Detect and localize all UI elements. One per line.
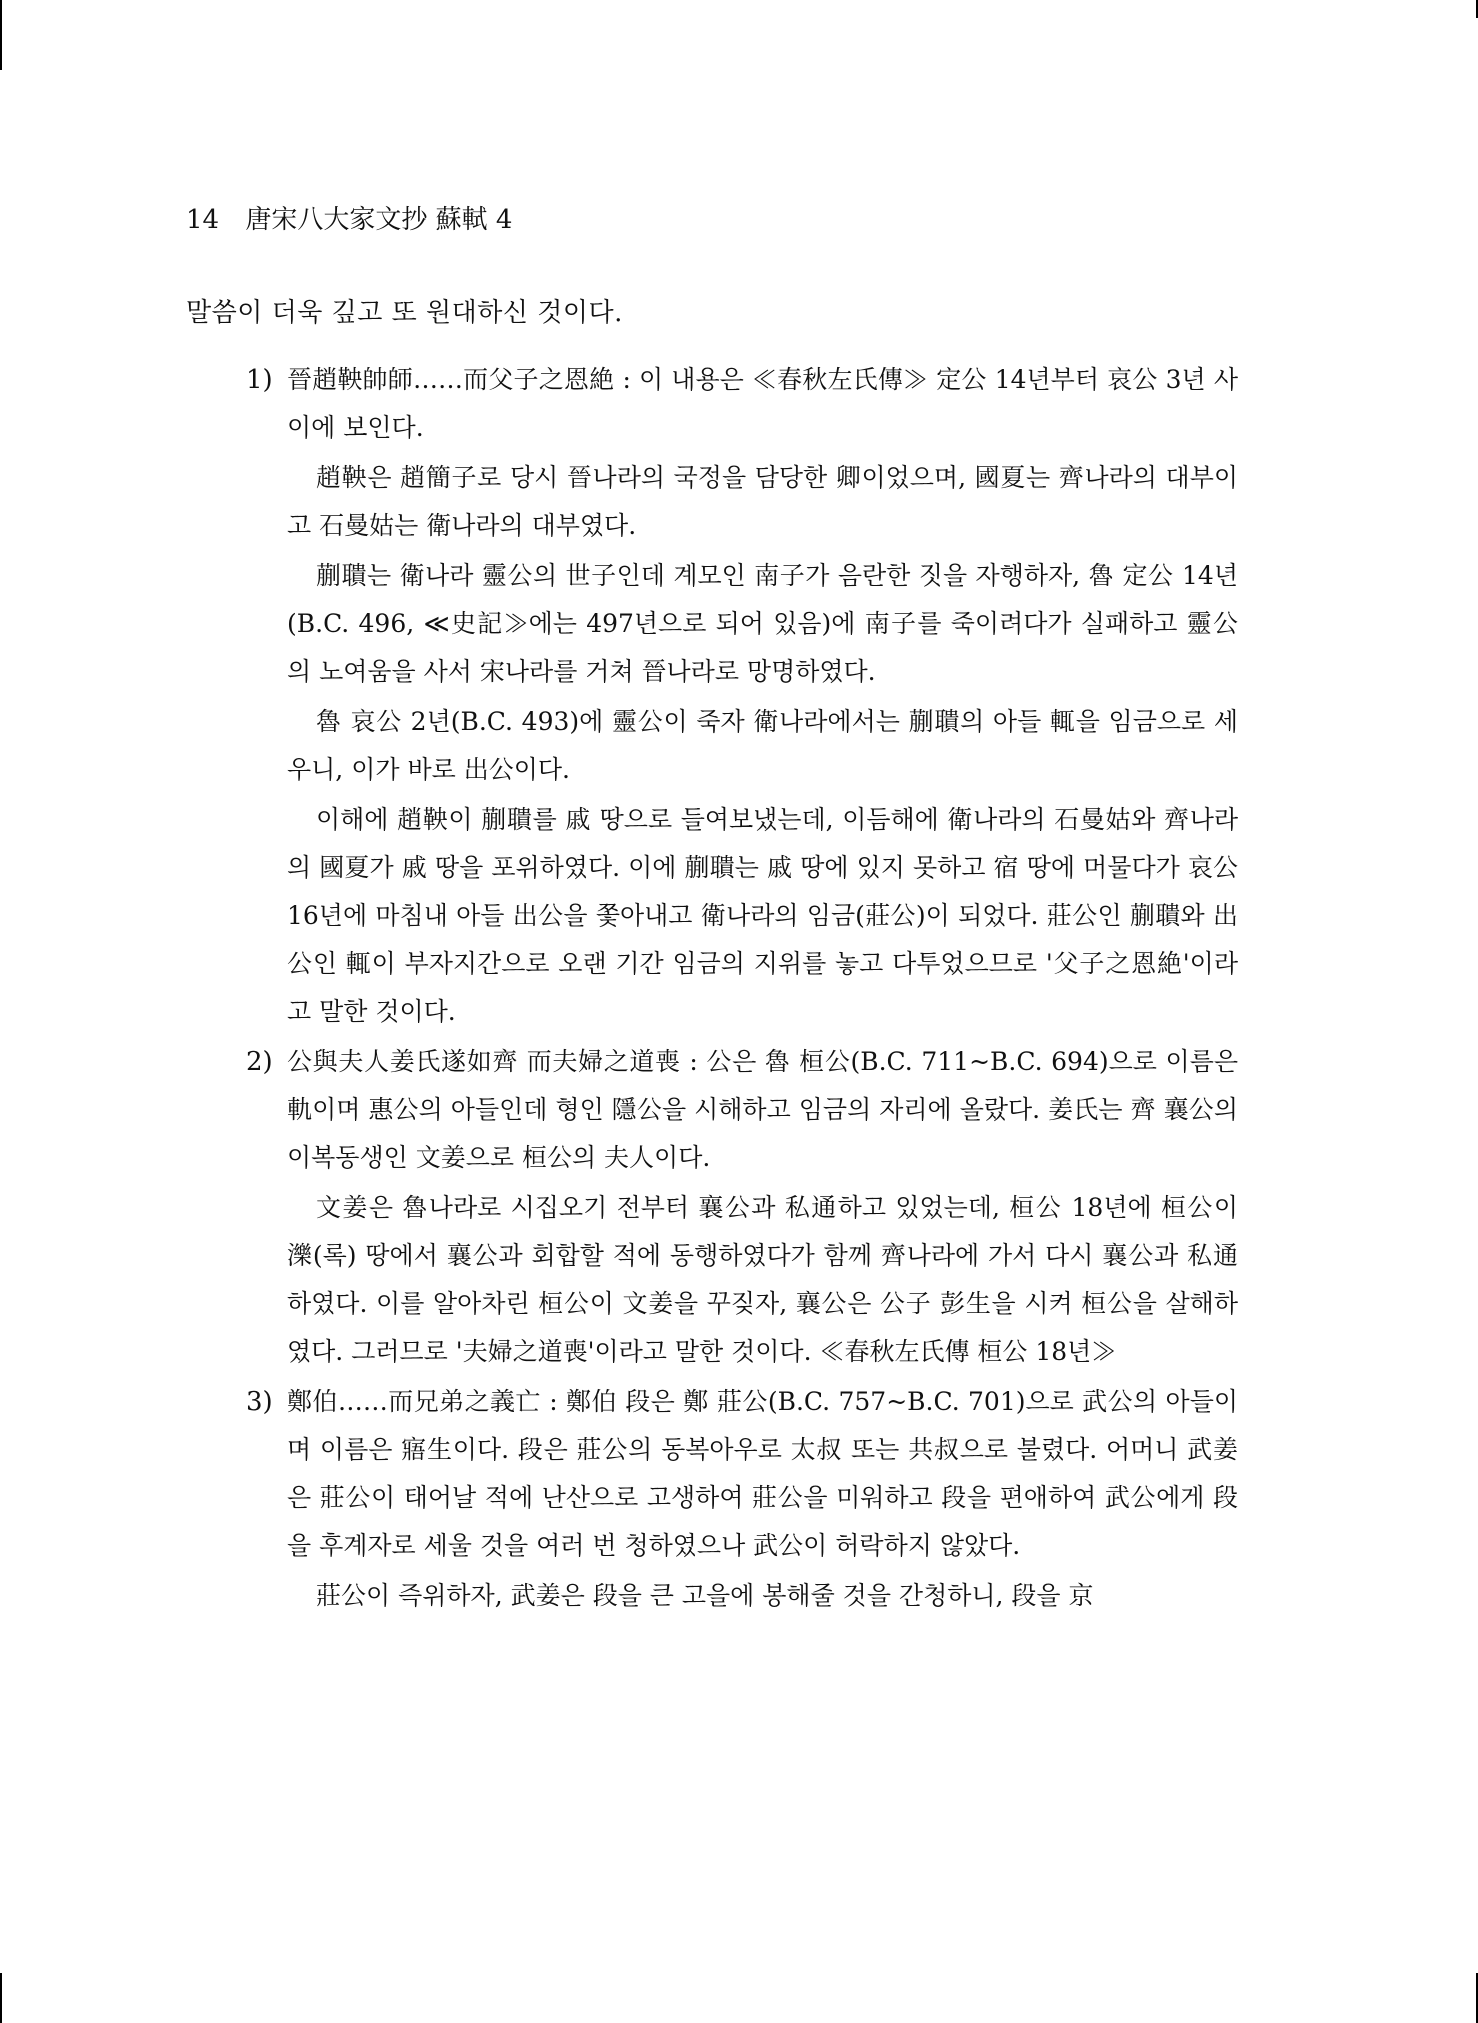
footnote-paragraph: 文姜은 魯나라로 시집오기 전부터 襄公과 私通하고 있었는데, 桓公 18년에 桓公이 濼(록) 땅에서 襄公과 회합할 적에 동행하였다가 함께 齊나라에 가서 다시 襄公과 私通하였다. 이를 알아차린 桓公이 文姜을 꾸짖자, 襄公은 公子 彭生을 시켜 桓公을 살해하였다. 그러므로 '夫婦之道喪'이라고 말한 것이다. ≪春秋左氏傳 桓公 18년≫ <box>287 1193 1238 1366</box>
footnote-2 <box>186 1038 1238 1376</box>
footnote-paragraph: 莊公이 즉위하자, 武姜은 段을 큰 고을에 봉해줄 것을 간청하니, 段을 京 <box>316 1581 1094 1610</box>
footnote-heading-paragraph: 公與夫人姜氏遂如齊 而夫婦之道喪 : 公은 魯 桓公(B.C. 711~B.C. 694)으로 이름은 軌이며 惠公의 아들인데 형인 隱公을 시해하고 임금의 자리에 올랐다. 姜氏는 齊 襄公의 이복동생인 文姜으로 桓公의 夫人이다. <box>287 1047 1238 1172</box>
footnote-heading-paragraph: 晉趙鞅帥師……而父子之恩絶 : 이 내용은 ≪春秋左氏傳≫ 定公 14년부터 哀公 3년 사이에 보인다. <box>287 365 1238 442</box>
lead-text: 말씀이 더욱 깊고 또 원대하신 것이다. <box>186 298 623 328</box>
footnote-number: 2) <box>246 1047 273 1077</box>
footnote-number: 3) <box>246 1387 273 1417</box>
footnote-heading-paragraph: 鄭伯……而兄弟之義亡 : 鄭伯 段은 鄭 莊公(B.C. 757~B.C. 701)으로 武公의 아들이며 이름은 寤生이다. 段은 莊公의 동복아우로 太叔 또는 共叔으로 불렸다. 어머니 武姜은 莊公이 태어날 적에 난산으로 고생하여 莊公을 미워하고 段을 편애하여 武公에게 段을 후계자로 세울 것을 여러 번 청하였으나 武公이 허락하지 않았다. <box>287 1387 1238 1560</box>
page-number: 14 <box>186 205 220 235</box>
footnote-paragraph: 蒯聵는 衛나라 靈公의 世子인데 계모인 南子가 음란한 짓을 자행하자, 魯 定公 14년(B.C. 496, ≪史記≫에는 497년으로 되어 있음)에 南子를 죽이려다가 실패하고 靈公의 노여움을 사서 宋나라를 거쳐 晉나라로 망명하였다. <box>287 561 1238 686</box>
crop-mark-bottom-left <box>0 1973 2 2023</box>
running-head <box>186 202 1238 238</box>
footnote-1 <box>186 356 1238 1036</box>
footnote-paragraph: 魯 哀公 2년(B.C. 493)에 靈公이 죽자 衛나라에서는 蒯聵의 아들 輒을 임금으로 세우니, 이가 바로 出公이다. <box>287 707 1238 784</box>
crop-mark-top-left <box>0 0 2 70</box>
footnote-paragraph: 趙鞅은 趙簡子로 당시 晉나라의 국정을 담당한 卿이었으며, 國夏는 齊나라의 대부이고 石曼姑는 衛나라의 대부였다. <box>287 463 1238 540</box>
book-title: 唐宋八大家文抄 蘇軾 4 <box>245 205 513 235</box>
footnote-number: 1) <box>246 365 273 395</box>
footnote-paragraph: 이해에 趙鞅이 蒯聵를 戚 땅으로 들여보냈는데, 이듬해에 衛나라의 石曼姑와 齊나라의 國夏가 戚 땅을 포위하였다. 이에 蒯聵는 戚 땅에 있지 못하고 宿 땅에 머물다가 哀公 16년에 마침내 아들 出公을 쫓아내고 衛나라의 임금(莊公)이 되었다. 莊公인 蒯聵와 出公인 輒이 부자지간으로 오랜 기간 임금의 지위를 놓고 다투었으므로 '父子之恩絶'이라고 말한 것이다. <box>287 805 1238 1026</box>
page-content <box>186 202 1238 1622</box>
footnote-3 <box>186 1378 1238 1620</box>
